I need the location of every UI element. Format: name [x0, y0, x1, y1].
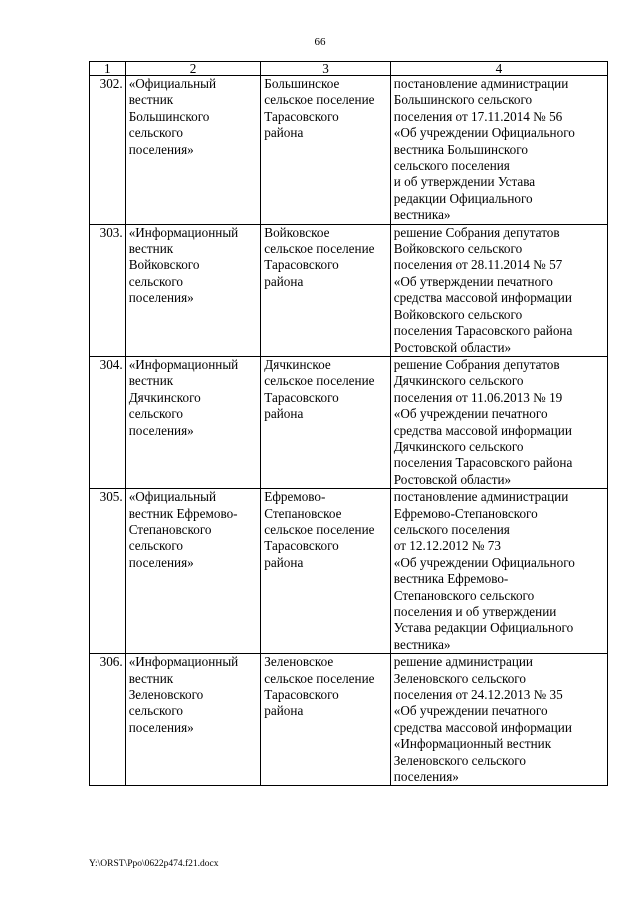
cell-text-line: Устава редакции Официального [393, 620, 574, 636]
cell-text-line: «Об утверждении печатного [393, 273, 553, 289]
cell-text-line: Степановского [128, 521, 212, 537]
table-row [90, 489, 608, 654]
publication-name-cell [125, 356, 261, 488]
publication-name-cell [125, 224, 261, 356]
cell-text-line: «Информационный [128, 356, 239, 372]
cell-text-line: Войковского сельского [393, 306, 523, 322]
cell-text-line: «Официальный [128, 76, 217, 91]
cell-text-line: поселения и об утверждении [393, 604, 557, 619]
row-number: 305. [90, 489, 126, 654]
cell-text-line: поселения от 28.11.2014 № 57 [393, 257, 563, 273]
cell-text-line: поселения от 17.11.2014 № 56 [393, 108, 563, 124]
row-number: 304. [90, 356, 126, 488]
cell-text-line: Ефремово-Степановского [393, 505, 538, 521]
cell-text-line: района [264, 273, 304, 289]
cell-text-line: вестник [128, 241, 174, 257]
cell-text-line: редакции Официального [393, 190, 533, 206]
cell-text-line: «Об учреждении печатного [393, 703, 548, 719]
cell-text-line: «Об учреждении Официального [393, 554, 575, 570]
cell-text-line: поселения» [128, 422, 194, 438]
cell-text-line: вестник Ефремово- [128, 505, 238, 521]
publication-name-cell [125, 489, 261, 654]
cell-text-line: «Официальный [128, 489, 217, 505]
cell-text-line: района [264, 554, 304, 570]
cell-text-line: Тарасовского [264, 389, 339, 405]
row-number: 306. [90, 654, 126, 786]
founding-document-cell [390, 76, 607, 225]
cell-text-line: Тарасовского [264, 108, 339, 124]
cell-text-line: «Информационный [128, 654, 239, 670]
cell-text-line: и об утверждении Устава [393, 174, 536, 190]
cell-text-line: поселения Тарасовского района [393, 455, 573, 471]
cell-text-line: района [264, 703, 304, 719]
cell-text-line: сельское поселение [264, 670, 375, 686]
cell-text-line: сельского [128, 538, 184, 554]
cell-text-line: Степановское [264, 505, 342, 521]
cell-text-line: сельского поселения [393, 521, 510, 537]
cell-text-line: Войковское [264, 224, 330, 240]
registry-table [89, 61, 608, 786]
cell-text-line: поселения» [128, 554, 194, 570]
founding-document-cell [390, 489, 607, 654]
founding-document-cell [390, 224, 607, 356]
cell-text-line: поселения» [128, 141, 194, 157]
cell-text-line: постановление администрации [393, 489, 569, 505]
cell-text-line: Большинское [264, 76, 340, 91]
cell-text-line: сельское поселение [264, 241, 375, 257]
row-number: 302. [90, 76, 126, 225]
publication-name-cell [125, 654, 261, 786]
cell-text-line: средства массовой информации [393, 422, 572, 438]
founding-document-cell [390, 654, 607, 786]
cell-text-line: Войковского [128, 257, 200, 273]
column-header: 3 [261, 62, 391, 76]
cell-text-line: поселения Тарасовского района [393, 323, 573, 339]
cell-text-line: района [264, 125, 304, 141]
table-body [90, 76, 608, 786]
cell-text-line: сельского [128, 703, 184, 719]
column-header: 1 [90, 62, 126, 76]
cell-text-line: Тарасовского [264, 538, 339, 554]
settlement-cell [261, 654, 391, 786]
cell-text-line: Дячкинского [128, 389, 201, 405]
cell-text-line: Дячкинского сельского [393, 438, 524, 454]
cell-text-line: вестник [128, 373, 174, 389]
settlement-cell [261, 224, 391, 356]
cell-text-line: «Информационный вестник [393, 736, 552, 752]
cell-text-line: от 12.12.2012 № 73 [393, 538, 501, 554]
cell-text-line: вестника» [393, 207, 451, 223]
cell-text-line: Степановского сельского [393, 587, 535, 603]
cell-text-line: поселения» [128, 719, 194, 735]
cell-text-line: Большинского сельского [393, 92, 533, 108]
settlement-cell [261, 489, 391, 654]
publication-name-cell [125, 76, 261, 225]
cell-text-line: вестника» [393, 636, 451, 652]
cell-text-line: «Об учреждении печатного [393, 406, 548, 422]
table-row [90, 76, 608, 225]
cell-text-line: сельского [128, 125, 184, 141]
cell-text-line: средства массовой информации [393, 719, 572, 735]
cell-text-line: вестник [128, 92, 174, 108]
column-header: 2 [125, 62, 261, 76]
cell-text-line: решение Собрания депутатов [393, 224, 560, 240]
cell-text-line: Дячкинское [264, 356, 331, 372]
cell-text-line: Тарасовского [264, 687, 339, 703]
settlement-cell [261, 356, 391, 488]
cell-text-line: Зеленовское [264, 654, 334, 670]
row-number: 303. [90, 224, 126, 356]
cell-text-line: сельского [128, 406, 184, 422]
cell-text-line: сельского [128, 273, 184, 289]
column-header: 4 [390, 62, 607, 76]
cell-text-line: средства массовой информации [393, 290, 572, 306]
cell-text-line: решение администрации [393, 654, 533, 670]
cell-text-line: сельское поселение [264, 92, 375, 108]
footer-file-path: Y:\ORST\Ppo\0622p474.f21.docx [89, 859, 219, 869]
cell-text-line: Ростовской области» [393, 339, 512, 355]
cell-text-line: Дячкинского сельского [393, 373, 524, 389]
cell-text-line: «Информационный [128, 224, 239, 240]
table-row [90, 654, 608, 786]
cell-text-line: сельское поселение [264, 521, 375, 537]
founding-document-cell [390, 356, 607, 488]
table-row [90, 224, 608, 356]
cell-text-line: постановление администрации [393, 76, 569, 91]
cell-text-line: сельского поселения [393, 158, 510, 174]
cell-text-line: Войковского сельского [393, 241, 523, 257]
cell-text-line: Зеленовского сельского [393, 752, 526, 768]
cell-text-line: вестник [128, 670, 174, 686]
cell-text-line: сельское поселение [264, 373, 375, 389]
cell-text-line: «Об учреждении Официального [393, 125, 575, 141]
cell-text-line: Ефремово- [264, 489, 326, 505]
cell-text-line: Ростовской области» [393, 471, 512, 487]
table-header-row [90, 62, 608, 76]
page-number: 66 [314, 36, 326, 48]
cell-text-line: Зеленовского [128, 687, 204, 703]
cell-text-line: поселения от 24.12.2013 № 35 [393, 687, 563, 703]
cell-text-line: Тарасовского [264, 257, 339, 273]
cell-text-line: решение Собрания депутатов [393, 356, 560, 372]
cell-text-line: поселения» [128, 290, 194, 306]
cell-text-line: вестника Большинского [393, 141, 528, 157]
cell-text-line: района [264, 406, 304, 422]
cell-text-line: вестника Ефремово- [393, 571, 509, 587]
settlement-cell [261, 76, 391, 225]
table-row [90, 356, 608, 488]
cell-text-line: Зеленовского сельского [393, 670, 526, 686]
cell-text-line: поселения» [393, 769, 459, 785]
cell-text-line: поселения от 11.06.2013 № 19 [393, 389, 563, 405]
cell-text-line: Большинского [128, 108, 210, 124]
